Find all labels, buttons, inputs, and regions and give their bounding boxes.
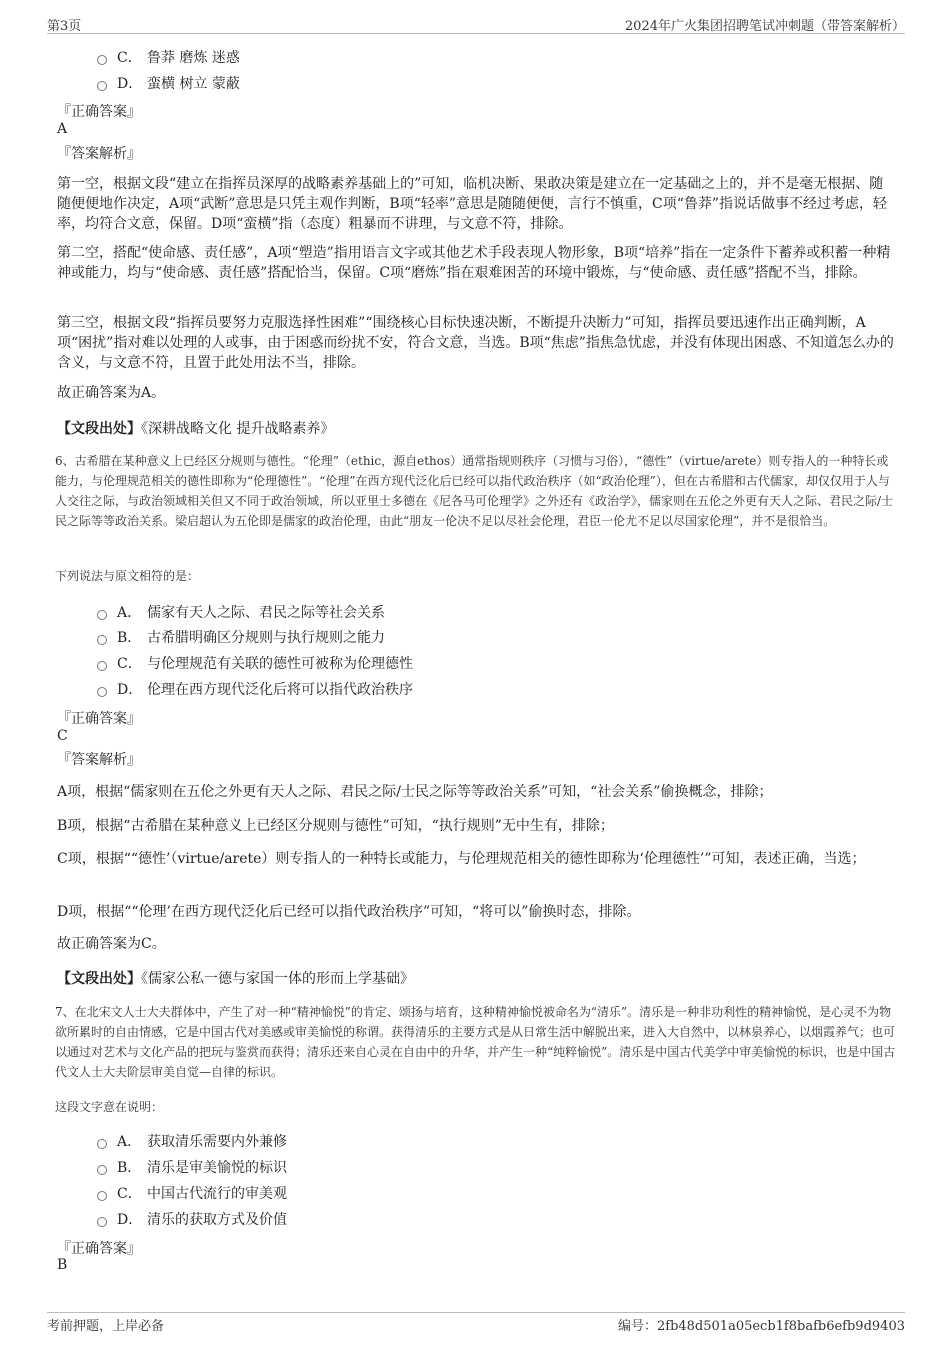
radio-icon[interactable] bbox=[97, 610, 107, 620]
q7-option-a[interactable]: A． 获取清乐需要内外兼修 bbox=[97, 1130, 287, 1152]
radio-icon[interactable] bbox=[97, 687, 107, 697]
radio-icon[interactable] bbox=[97, 1191, 107, 1201]
q7-option-c[interactable]: C． 中国古代流行的审美观 bbox=[97, 1182, 287, 1204]
radio-icon[interactable] bbox=[97, 81, 107, 91]
correct-answer-label: 『正确答案』 bbox=[57, 1241, 141, 1257]
document-title: 2024年广火集团招聘笔试冲刺题（带答案解析） bbox=[624, 19, 905, 34]
analysis-conclusion: 故正确答案为A。 bbox=[57, 385, 166, 401]
page-footer bbox=[47, 1312, 905, 1335]
q7-option-b[interactable]: B． 清乐是审美愉悦的标识 bbox=[97, 1156, 287, 1178]
document-id: 编号：2fb48d501a05ecb1f8bafb6efb9d9403 bbox=[617, 1319, 905, 1334]
q5-option-d[interactable]: D． 蛮横 树立 蒙蔽 bbox=[97, 72, 240, 94]
radio-icon[interactable] bbox=[97, 1217, 107, 1227]
analysis-paragraph: B项，根据“古希腊在某种意义上已经区分规则与德性”可知，“执行规则”无中生有，排除； bbox=[57, 818, 614, 834]
page-number: 第3页 bbox=[47, 19, 82, 34]
source-line: 【文段出处】《深耕战略文化 提升战略素养》 bbox=[57, 421, 335, 437]
q6-option-d[interactable]: D． 伦理在西方现代泛化后将可以指代政治秩序 bbox=[97, 678, 413, 700]
question-stem: 这段文字意在说明： bbox=[55, 1100, 164, 1114]
analysis-paragraph: C项，根据““德性’（virtue/arete）则专指人的一种特长或能力，与伦理规范相关的德性即称为‘伦理德性’”可知，表述正确，当选； bbox=[57, 851, 866, 867]
source-line: 【文段出处】《儒家公私一德与家国一体的形而上学基础》 bbox=[57, 971, 414, 987]
analysis-paragraph: A项，根据“儒家则在五伦之外更有天人之际、君民之际/士民之际等等政治关系”可知，“社会关系”偷换概念，排除； bbox=[57, 784, 773, 800]
analysis-label: 『答案解析』 bbox=[57, 752, 141, 768]
correct-answer-label: 『正确答案』 bbox=[57, 711, 141, 727]
radio-icon[interactable] bbox=[97, 55, 107, 65]
page-header bbox=[47, 15, 905, 34]
analysis-paragraph: 第二空，搭配“使命感、责任感”，A项“塑造”指用语言文字或其他艺术手段表现人物形象，B项“培养”指在一定条件下蓄养或积蓄一种精神或能力，均与“使命感、责任感”搭配恰当，保留。C项“磨炼”指在艰难困苦的环境中锻炼，与“使命感、责任感”搭配不当，排除。 bbox=[57, 245, 891, 281]
q6-option-b[interactable]: B． 古希腊明确区分规则与执行规则之能力 bbox=[97, 626, 385, 648]
q6-option-c[interactable]: C． 与伦理规范有关联的德性可被称为伦理德性 bbox=[97, 652, 413, 674]
analysis-conclusion: 故正确答案为C。 bbox=[57, 936, 166, 952]
correct-answer-value: A bbox=[57, 121, 68, 137]
question-text: 7、在北宋文人士大夫群体中，产生了对一种“精神愉悦”的肯定、颂扬与培育，这种精神愉悦被命名为“清乐”。清乐是一种非功利性的精神愉悦，是心灵不为物欲所累时的自由情感，它是中国古代对美感或审美愉悦的称谓。获得清乐的主要方式是从日常生活中解脱出来，进入大自然中，以林泉养心，以烟霞养气；也可以通过对艺术与文化产品的把玩与鉴赏而获得；清乐还来自心灵在自由中的升华，并产生一种“纯粹愉悦”。清乐是中国古代美学中审美愉悦的标识，也是中国古代文人士大夫阶层审美自觉—自律的标识。 bbox=[55, 1005, 896, 1079]
analysis-label: 『答案解析』 bbox=[57, 146, 141, 162]
analysis-paragraph: 第一空，根据文段“建立在指挥员深厚的战略素养基础上的”可知，临机决断、果敢决策是建立在一定基础之上的，并不是毫无根据、随随便便地作决定，A项“武断”意思是只凭主观作判断，B项“轻率”意思是随随便便，言行不慎重，C项“鲁莽”指说话做事不经过考虑，轻率，均符合文意，保留。D项“蛮横”指（态度）粗暴而不讲理，与文意不符，排除。 bbox=[57, 176, 888, 232]
q5-option-c[interactable]: C． 鲁莽 磨炼 迷惑 bbox=[97, 46, 240, 68]
radio-icon[interactable] bbox=[97, 635, 107, 645]
q6-option-a[interactable]: A． 儒家有天人之际、君民之际等社会关系 bbox=[97, 601, 385, 623]
analysis-paragraph: D项，根据““伦理’在西方现代泛化后已经可以指代政治秩序”可知，“将可以”偷换时态，排除。 bbox=[57, 904, 641, 920]
q7-option-d[interactable]: D． 清乐的获取方式及价值 bbox=[97, 1208, 287, 1230]
radio-icon[interactable] bbox=[97, 661, 107, 671]
correct-answer-label: 『正确答案』 bbox=[57, 104, 141, 120]
footer-slogan: 考前押题，上岸必备 bbox=[47, 1319, 165, 1334]
question-stem: 下列说法与原文相符的是： bbox=[55, 569, 200, 583]
correct-answer-value: B bbox=[57, 1257, 68, 1273]
analysis-paragraph: 第三空，根据文段“指挥员要努力克服选择性困难”“围绕核心目标快速决断，不断提升决断力”可知，指挥员要迅速作出正确判断，A项“困扰”指对难以处理的人或事，由于困惑而纷扰不安，符合文意，当选。B项“焦虑”指焦急忧虑，并没有体现出困惑、不知道怎么办的含义，与文意不符，且置于此处用法不当，排除。 bbox=[57, 315, 894, 371]
correct-answer-value: C bbox=[57, 728, 68, 744]
question-text: 6、古希腊在某种意义上已经区分规则与德性。“伦理”（ethic，源自ethos）通常指规则秩序（习惯与习俗），“德性”（virtue/arete）则专指人的一种特长或能力，与伦理规范相关的德性即称为“伦理德性”。“伦理”在西方现代泛化后已经可以指代政治秩序（如“政治伦理”），但在古希腊和古代儒家，却仅仅用于人与人交往之际，与政治领域相关但又不同于政治领域，所以亚里士多德在《尼各马可伦理学》之外还有《政治学》，儒家则在五伦之外更有天人之际、君民之际/士民之际等等政治关系。梁启超认为五伦即是儒家的政治伦理，由此“朋友一伦决不足以尽社会伦理，君臣一伦尤不足以尽国家伦理”，并不是很恰当。 bbox=[55, 454, 894, 528]
radio-icon[interactable] bbox=[97, 1165, 107, 1175]
radio-icon[interactable] bbox=[97, 1139, 107, 1149]
